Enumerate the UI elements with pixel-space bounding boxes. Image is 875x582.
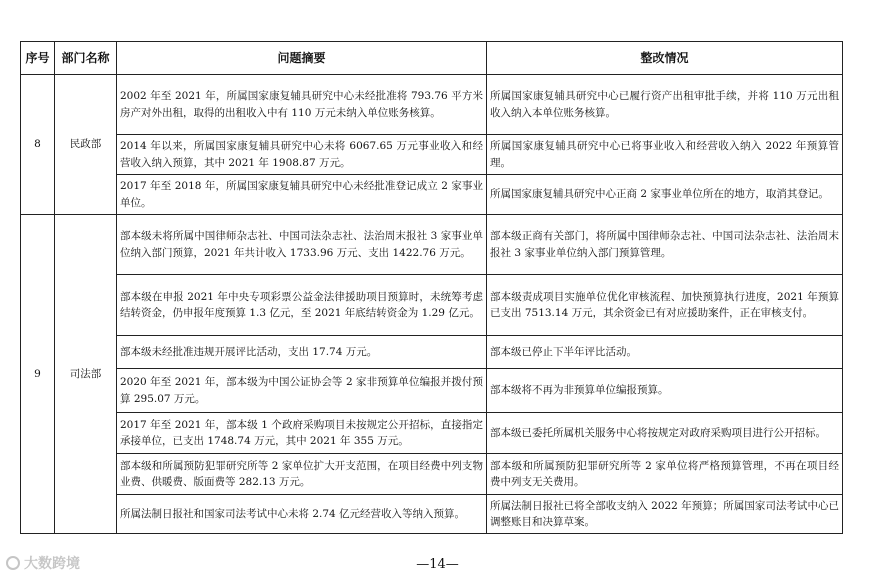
table-row (21, 336, 843, 369)
table-row (21, 175, 843, 215)
seq-cell: 9 (21, 215, 55, 534)
rect-cell: 所属国家康复辅具研究中心已履行资产出租审批手续，并将 110 万元出租收入纳入本单位账务核算。 (487, 75, 843, 135)
rect-cell: 部本级已停止下半年评比活动。 (487, 336, 843, 369)
table-row (21, 413, 843, 454)
rect-cell: 部本级和所属预防犯罪研究所等 2 家单位将严格预算管理，不再在项目经费中列支无关费用。 (487, 454, 843, 495)
issue-cell: 2020 年至 2021 年，部本级为中国公证协会等 2 家非预算单位编报并拨付预算 295.07 万元。 (117, 369, 487, 413)
rect-cell: 所属国家康复辅具研究中心正商 2 家事业单位所在的地方，取消其登记。 (487, 175, 843, 215)
table-row (21, 275, 843, 336)
watermark-text: 大数跨境 (24, 556, 80, 572)
issue-cell: 2002 年至 2021 年，所属国家康复辅具研究中心未经批准将 793.76 平方米房产对外出租，取得的出租收入中有 110 万元未纳入单位账务核算。 (117, 75, 487, 135)
table-row (21, 495, 843, 534)
seq-cell: 8 (21, 75, 55, 215)
table-row (21, 215, 843, 275)
rect-cell: 所属国家康复辅具研究中心已将事业收入和经营收入纳入 2022 年预算管理。 (487, 135, 843, 175)
table-row (21, 75, 843, 135)
issue-cell: 2017 年至 2021 年，部本级 1 个政府采购项目未按规定公开招标，直接指定承接单位，已支出 1748.74 万元，其中 2021 年 355 万元。 (117, 413, 487, 454)
issue-cell: 2017 年至 2018 年，所属国家康复辅具研究中心未经批准登记成立 2 家事业单位。 (117, 175, 487, 215)
page-number: —14— (416, 557, 459, 572)
table-row (21, 454, 843, 495)
dept-cell: 司法部 (55, 215, 117, 534)
header-dept: 部门名称 (55, 42, 117, 75)
rect-cell: 部本级将不再为非预算单位编报预算。 (487, 369, 843, 413)
rect-cell: 部本级正商有关部门，将所属中国律师杂志社、中国司法杂志社、法治周末报社 3 家事业单位纳入部门预算管理。 (487, 215, 843, 275)
issue-cell: 所属法制日报社和国家司法考试中心未将 2.74 亿元经营收入等纳入预算。 (117, 495, 487, 534)
table-header-row (21, 42, 843, 75)
rectification-table (20, 41, 843, 534)
header-seq: 序号 (21, 42, 55, 75)
issue-cell: 部本级未经批准违规开展评比活动，支出 17.74 万元。 (117, 336, 487, 369)
header-issue-summary: 问题摘要 (117, 42, 487, 75)
header-rectification: 整改情况 (487, 42, 843, 75)
watermark-logo-icon (6, 556, 20, 570)
table-row (21, 135, 843, 175)
rect-cell: 部本级责成项目实施单位优化审核流程、加快预算执行进度，2021 年预算已支出 7513.14 万元，其余资金已有对应援助案件，正在审核支付。 (487, 275, 843, 336)
issue-cell: 2014 年以来，所属国家康复辅具研究中心未将 6067.65 万元事业收入和经营收入纳入预算，其中 2021 年 1908.87 万元。 (117, 135, 487, 175)
dept-cell: 民政部 (55, 75, 117, 215)
issue-cell: 部本级在申报 2021 年中央专项彩票公益金法律援助项目预算时，未统筹考虑结转资金，仍申报年度预算 1.3 亿元，至 2021 年底结转资金为 1.29 亿元。 (117, 275, 487, 336)
issue-cell: 部本级未将所属中国律师杂志社、中国司法杂志社、法治周末报社 3 家事业单位纳入部门预算，2021 年共计收入 1733.96 万元、支出 1422.76 万元。 (117, 215, 487, 275)
rect-cell: 所属法制日报社已将全部收支纳入 2022 年预算；所属国家司法考试中心已调整账目和决算草案。 (487, 495, 843, 534)
issue-cell: 部本级和所属预防犯罪研究所等 2 家单位扩大开支范围，在项目经费中列支物业费、供暖费、版面费等 282.13 万元。 (117, 454, 487, 495)
rect-cell: 部本级已委托所属机关服务中心将按规定对政府采购项目进行公开招标。 (487, 413, 843, 454)
table-row (21, 369, 843, 413)
watermark (6, 553, 80, 573)
